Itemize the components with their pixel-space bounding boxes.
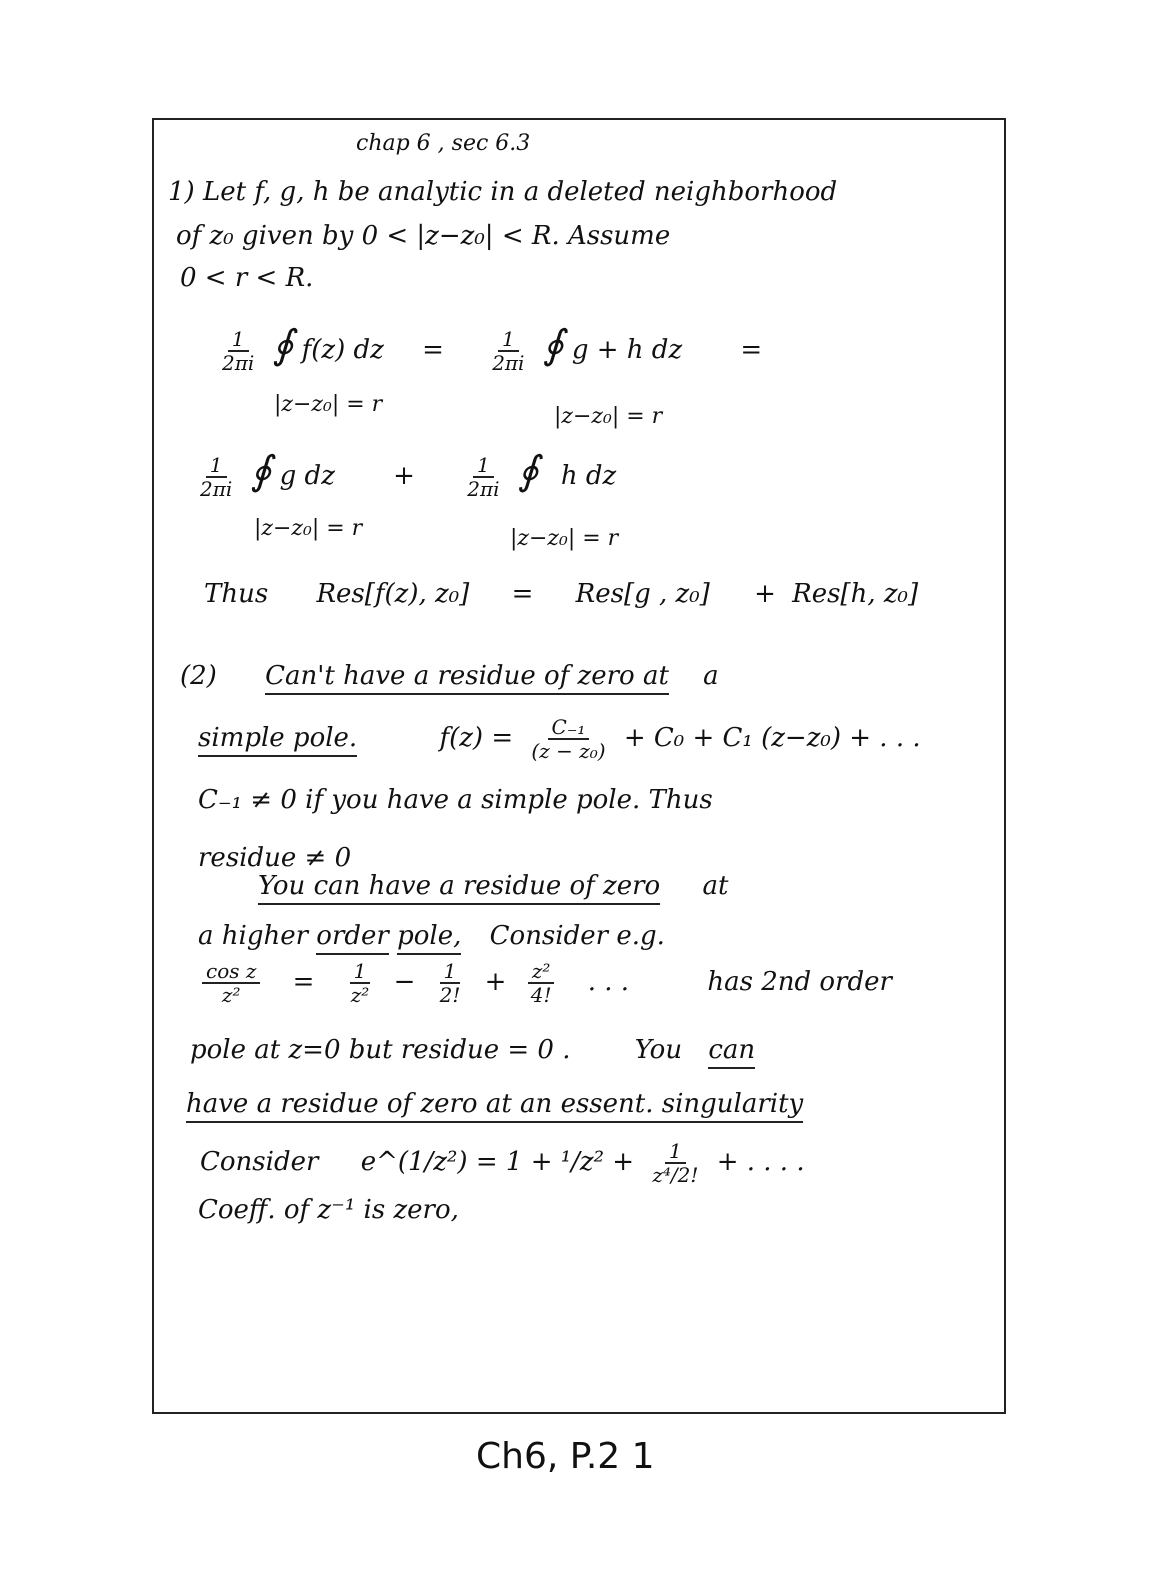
underlined-essential-singularity-statement: have a residue of zero at an essent. singularity [186, 1089, 803, 1123]
equation-1 [212, 322, 763, 375]
minus-sign: − [393, 967, 416, 997]
underlined-simple-pole: simple pole. [198, 723, 357, 757]
cosine-series-equation [196, 960, 892, 1006]
problem-2-line-4: residue ≠ 0 [198, 843, 352, 873]
contour-integral-symbol: ∮ [272, 322, 294, 368]
text-consider: Consider [200, 1147, 319, 1177]
laurent-lhs: f(z) = [439, 723, 514, 753]
text-a-higher: a higher [198, 921, 309, 951]
plus-sign: + [754, 579, 776, 609]
ellipsis: . . . [587, 967, 630, 997]
contour-label: |z−z₀| = r [554, 404, 663, 429]
residue-f: Res[f(z), z₀] [316, 579, 470, 609]
problem-2-line-5 [258, 870, 728, 902]
underlined-pole: pole, [397, 921, 461, 955]
problem-2-line-3: C₋₁ ≠ 0 if you have a simple pole. Thus [198, 785, 713, 815]
problem-2-line-11: Coeff. of z⁻¹ is zero, [198, 1195, 459, 1225]
integrand-h: h dz [560, 461, 617, 491]
term-1-over-2-factorial: $\frac{1}{2!}$ [439, 959, 461, 1007]
fraction-1-over-2pi-i: $\frac{1}{2\pi i}$ [200, 453, 233, 501]
laurent-rest: + C₀ + C₁ (z−z₀) + . . . [623, 723, 921, 753]
problem-2-text-tail: a [703, 661, 719, 691]
series-tail: + . . . . [716, 1147, 805, 1177]
cos-over-z-squared: $\frac{\text{cos z}}{\text{z²}}$ [202, 960, 260, 1006]
contour-label: |z−z₀| = r [274, 392, 383, 417]
chapter-section-heading: chap 6 , sec 6.3 [356, 131, 531, 156]
problem-2-marker: (2) [180, 661, 217, 691]
underlined-can: can [708, 1035, 755, 1069]
residue-g: Res[g , z₀] [575, 579, 710, 609]
text-consider-eg: Consider e.g. [489, 921, 665, 951]
problem-2-line-10 [200, 1140, 805, 1186]
pole-at-zero-text: pole at z=0 but residue = 0 . [190, 1035, 571, 1065]
contour-label: |z−z₀| = r [510, 526, 619, 551]
underlined-order: order [316, 921, 389, 955]
term-1-over-z-squared: $\frac{1}{\text{z²}}$ [350, 959, 370, 1007]
residue-h: Res[h, z₀] [792, 579, 919, 609]
problem-1-line-3: 0 < r < R. [180, 263, 314, 293]
fraction-1-over-2pi-i: $\frac{1}{2\pi i}$ [467, 453, 500, 501]
problem-2-line-1 [180, 660, 719, 692]
trailing-equals: = [740, 335, 763, 365]
thus-label: Thus [204, 579, 269, 609]
problem-2-line-8 [190, 1034, 755, 1066]
exponential-series: e^(1/z²) = 1 + ¹/z² + [360, 1147, 635, 1177]
text-you: You [634, 1035, 683, 1065]
fraction-1-over-2pi-i: $\frac{1}{2\pi i}$ [492, 327, 525, 375]
integrand-g: g dz [279, 461, 335, 491]
integrand-f: f(z) dz [301, 335, 384, 365]
contour-integral-symbol: ∮ [517, 448, 539, 494]
integrand-g-plus-h: g + h dz [571, 335, 683, 365]
has-second-order-text: has 2nd order [707, 967, 892, 997]
page-number-label: Ch6, P.2 1 [476, 1436, 655, 1477]
residue-sum-equation [204, 578, 918, 610]
problem-2-text-tail: at [702, 871, 729, 901]
term-1-over-z4-2-factorial: $\frac{1}{\text{z⁴/2!}}$ [652, 1139, 699, 1187]
problem-2-line-9 [186, 1088, 803, 1120]
plus-sign: + [484, 967, 507, 997]
underlined-statement: Can't have a residue of zero at [265, 661, 669, 695]
fraction-1-over-2pi-i: $\frac{1}{2\pi i}$ [222, 327, 255, 375]
equals-sign: = [511, 579, 534, 609]
equation-2 [190, 448, 617, 501]
equals-sign: = [292, 967, 315, 997]
problem-2-line-6 [198, 920, 665, 952]
laurent-leading-term: $\frac{\text{C₋₁}}{\text{(z − z₀)}}$ [531, 715, 606, 763]
plus-sign: + [393, 461, 415, 491]
problem-1-line-1 [168, 176, 837, 208]
problem-2-line-2 [198, 716, 921, 762]
underlined-statement: You can have a residue of zero [258, 871, 660, 905]
contour-label: |z−z₀| = r [254, 516, 363, 541]
problem-1-line-2: of z₀ given by 0 < |z−z₀| < R. Assume [176, 221, 671, 251]
problem-1-marker: 1) [168, 177, 195, 207]
contour-integral-symbol: ∮ [250, 448, 272, 494]
problem-1-text-1: Let f, g, h be analytic in a deleted neighborhood [202, 177, 838, 207]
contour-integral-symbol: ∮ [542, 322, 564, 368]
equals-sign: = [422, 335, 444, 365]
term-z-squared-over-4-factorial: $\frac{\text{z²}}{4!}$ [527, 960, 556, 1006]
